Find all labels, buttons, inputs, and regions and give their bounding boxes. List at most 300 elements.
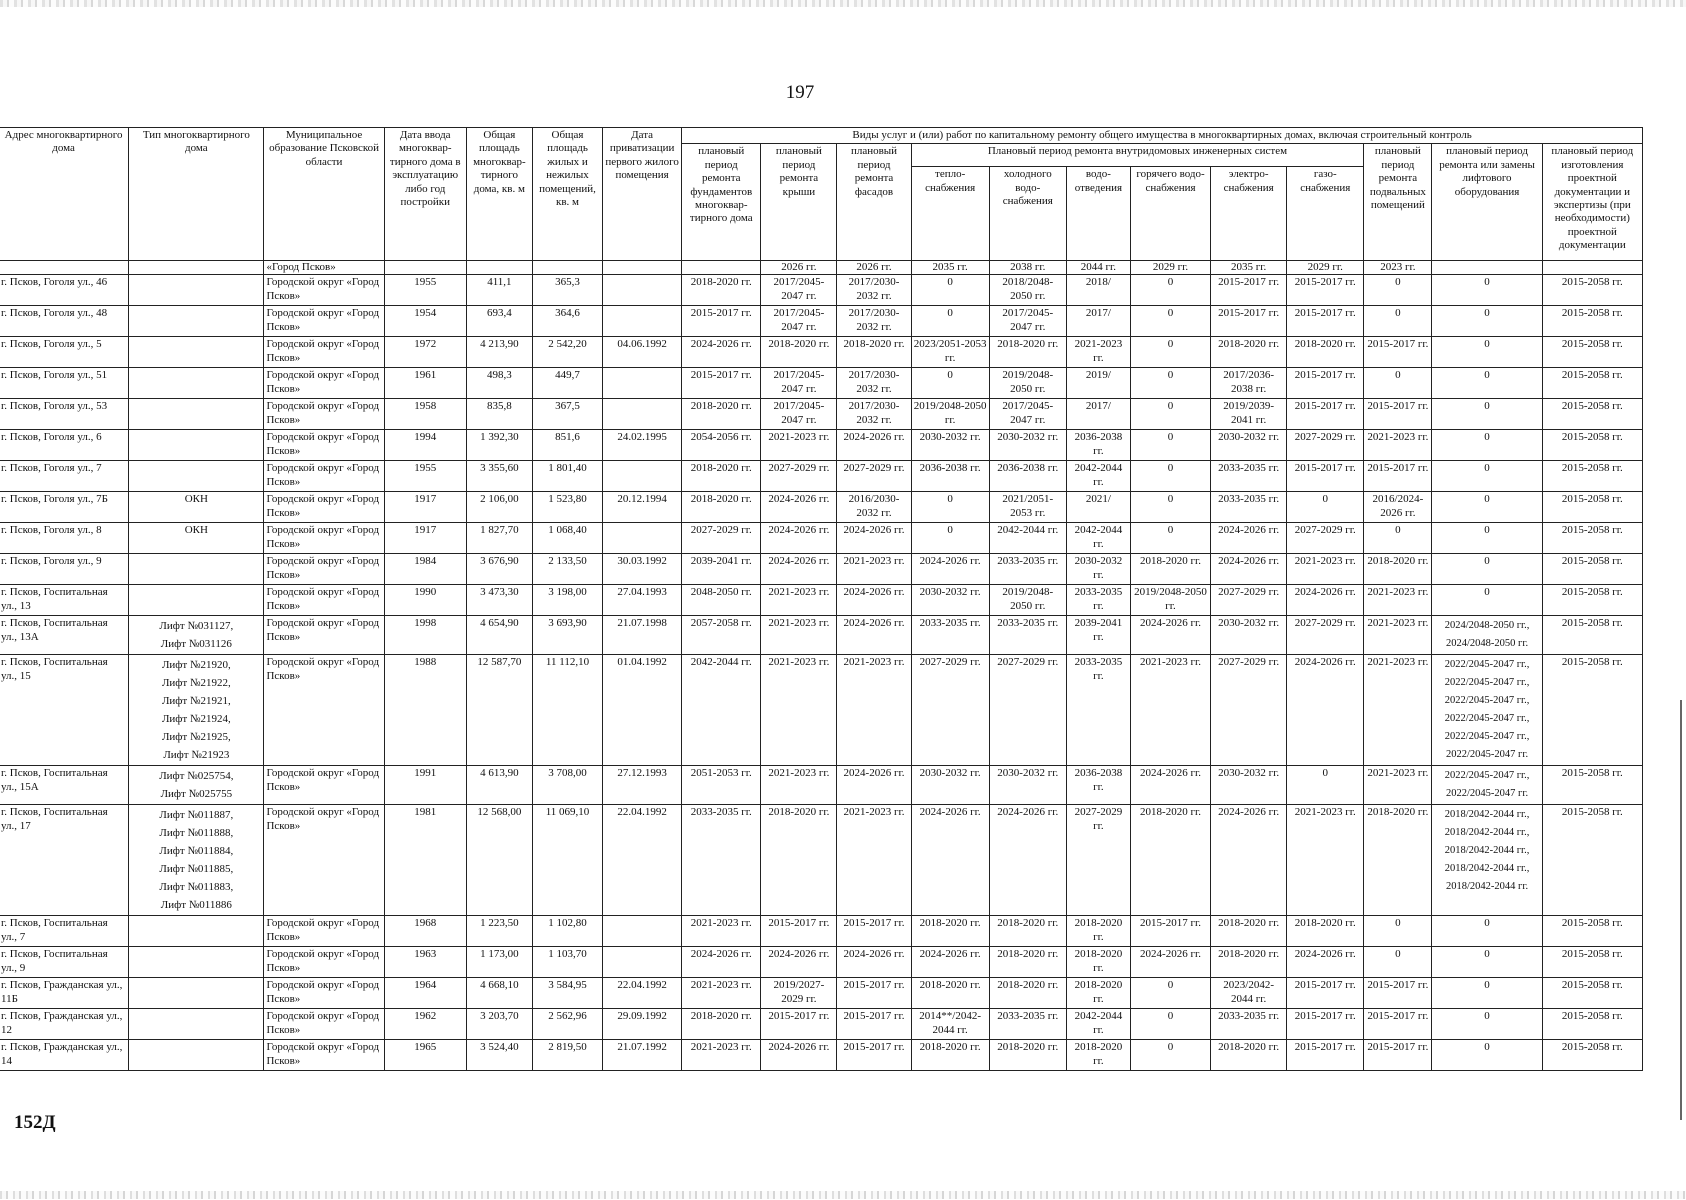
- address-cell: г. Псков, Госпитальная ул., 9: [0, 947, 129, 978]
- table-cell: 0: [911, 368, 989, 399]
- table-cell: 2030-2032 гг.: [1211, 616, 1287, 655]
- table-cell: [129, 368, 264, 399]
- table-cell: 3 473,30: [466, 585, 532, 616]
- table-cell: [129, 978, 264, 1009]
- table-cell: 2023/2051-2053 гг.: [911, 337, 989, 368]
- table-cell: 1961: [384, 368, 466, 399]
- table-cell: 2018-2020 гг.: [1364, 554, 1432, 585]
- municipality-cell: Городской округ «Город Псков»: [264, 1040, 384, 1071]
- table-cell: 0: [1130, 1009, 1210, 1040]
- table-cell: 2042-2044 гг.: [1066, 461, 1130, 492]
- table-cell: 2027-2029 гг.: [761, 461, 837, 492]
- address-cell: г. Псков, Гоголя ул., 9: [0, 554, 129, 585]
- table-cell: 2026 гг.: [837, 261, 911, 275]
- table-cell: 2024-2026 гг.: [761, 947, 837, 978]
- table-cell: 2015-2017 гг.: [1287, 275, 1364, 306]
- address-cell: г. Псков, Гражданская ул., 12: [0, 1009, 129, 1040]
- table-cell: 2015-2058 гг.: [1542, 585, 1642, 616]
- municipality-cell: Городской округ «Город Псков»: [264, 306, 384, 337]
- elevator-id: Лифт №031126: [160, 638, 232, 651]
- table-row: [0, 616, 1643, 655]
- table-cell: 2018-2020 гг.: [1066, 947, 1130, 978]
- table-cell: 0: [1130, 399, 1210, 430]
- table-cell: 2018-2020 гг.: [682, 275, 761, 306]
- table-row: [0, 947, 1643, 978]
- table-cell: 1917: [384, 523, 466, 554]
- table-cell: 2018-2020 гг.: [911, 978, 989, 1009]
- table-body: [0, 261, 1643, 1071]
- table-cell: 11 069,10: [532, 805, 602, 916]
- scan-edge-line: [1680, 700, 1682, 1120]
- table-cell: [129, 261, 264, 275]
- table-cell: 2026 гг.: [761, 261, 837, 275]
- table-cell: 2030-2032 гг.: [1211, 766, 1287, 805]
- table-cell: 2030-2032 гг.: [989, 766, 1066, 805]
- table-cell: 0: [1432, 430, 1542, 461]
- table-cell: 2018-2020 гг.: [989, 978, 1066, 1009]
- table-cell: 2015-2017 гг.: [1364, 1040, 1432, 1071]
- table-cell: 0: [1130, 1040, 1210, 1071]
- table-cell: 2015-2058 гг.: [1542, 306, 1642, 337]
- table-cell: 2033-2035 гг.: [989, 616, 1066, 655]
- table-cell: 0: [911, 306, 989, 337]
- table-cell: 2038 гг.: [989, 261, 1066, 275]
- table-cell: 2017/2030-2032 гг.: [837, 306, 911, 337]
- table-cell: 2021-2023 гг.: [1364, 430, 1432, 461]
- elevator-id: Лифт №011888,: [159, 827, 234, 840]
- table-cell: [0, 261, 129, 275]
- table-cell: [1432, 261, 1542, 275]
- table-cell: 2015-2058 гг.: [1542, 461, 1642, 492]
- table-cell: 2023/2042-2044 гг.: [1211, 978, 1287, 1009]
- table-cell: 2021-2023 гг.: [837, 805, 911, 916]
- table-cell: 2021-2023 гг.: [1287, 805, 1364, 916]
- table-cell: 1998: [384, 616, 466, 655]
- table-cell: 2014**/2042-2044 гг.: [911, 1009, 989, 1040]
- table-cell: 0: [1432, 337, 1542, 368]
- table-cell: 2030-2032 гг.: [1211, 430, 1287, 461]
- table-cell: 2024-2026 гг.: [1211, 523, 1287, 554]
- address-cell: г. Псков, Госпитальная ул., 17: [0, 805, 129, 916]
- table-row: [0, 554, 1643, 585]
- header-roof: плановый период ремонта крыши: [761, 144, 837, 261]
- table-cell: 2018-2020 гг.: [1287, 916, 1364, 947]
- elevator-id: Лифт №21922,: [161, 677, 231, 690]
- table-row: [0, 492, 1643, 523]
- table-cell: 0: [1364, 947, 1432, 978]
- table-cell: 2024-2026 гг.: [1130, 616, 1210, 655]
- table-cell: 3 355,60: [466, 461, 532, 492]
- table-cell: 2021/2051-2053 гг.: [989, 492, 1066, 523]
- table-cell: 4 613,90: [466, 766, 532, 805]
- elevator-repair-period: 2022/2045-2047 гг.,: [1444, 770, 1530, 782]
- table-cell: 2054-2056 гг.: [682, 430, 761, 461]
- table-cell: 2015-2017 гг.: [761, 916, 837, 947]
- table-cell: 1972: [384, 337, 466, 368]
- table-cell: [603, 947, 682, 978]
- table-cell: 0: [1432, 399, 1542, 430]
- table-cell: 0: [1364, 306, 1432, 337]
- table-cell: 2030-2032 гг.: [911, 585, 989, 616]
- table-cell: 2015-2017 гг.: [1287, 306, 1364, 337]
- municipality-cell: Городской округ «Город Псков»: [264, 655, 384, 766]
- table-cell: 2024-2026 гг.: [1287, 947, 1364, 978]
- table-cell: 2039-2041 гг.: [1066, 616, 1130, 655]
- table-cell: 2021-2023 гг.: [761, 655, 837, 766]
- table-cell: ОКН: [129, 492, 264, 523]
- table-cell: 0: [1287, 766, 1364, 805]
- table-cell: 2033-2035 гг.: [1211, 461, 1287, 492]
- table-cell: 0: [1130, 523, 1210, 554]
- address-cell: г. Псков, Госпитальная ул., 7: [0, 916, 129, 947]
- table-cell: 2042-2044 гг.: [682, 655, 761, 766]
- table-cell: 2015-2017 гг.: [1287, 1040, 1364, 1071]
- table-cell: 2035 гг.: [911, 261, 989, 275]
- table-cell: 2036-2038 гг.: [989, 461, 1066, 492]
- table-cell: 3 708,00: [532, 766, 602, 805]
- table-cell: 835,8: [466, 399, 532, 430]
- table-cell: 2024-2026 гг.: [911, 554, 989, 585]
- table-cell: 0: [1432, 306, 1542, 337]
- municipality-cell: Городской округ «Город Псков»: [264, 616, 384, 655]
- table-cell: 0: [911, 492, 989, 523]
- table-cell: 01.04.1992: [603, 655, 682, 766]
- table-cell: 12 568,00: [466, 805, 532, 916]
- table-cell: 2015-2058 гг.: [1542, 554, 1642, 585]
- elevator-id: Лифт №011884,: [159, 845, 234, 858]
- table-row: [0, 306, 1643, 337]
- table-cell: 2015-2058 гг.: [1542, 399, 1642, 430]
- table-cell: 21.07.1992: [603, 1040, 682, 1071]
- table-cell: [682, 261, 761, 275]
- header-type: Тип многоквартирного дома: [129, 128, 264, 261]
- table-cell: 2015-2058 гг.: [1542, 430, 1642, 461]
- table-cell: 2017/2045-2047 гг.: [989, 399, 1066, 430]
- municipality-cell: Городской округ «Город Псков»: [264, 947, 384, 978]
- table-cell: [129, 306, 264, 337]
- municipality-cell: Городской округ «Город Псков»: [264, 916, 384, 947]
- table-cell: 2015-2058 гг.: [1542, 1040, 1642, 1071]
- table-cell: 2030-2032 гг.: [1066, 554, 1130, 585]
- table-cell: 2019/2048-2050 гг.: [989, 585, 1066, 616]
- table-cell: 2016/2024-2026 гг.: [1364, 492, 1432, 523]
- table-row: [0, 1009, 1643, 1040]
- table-cell: 2027-2029 гг.: [1211, 655, 1287, 766]
- table-cell: 365,3: [532, 275, 602, 306]
- table-cell: 2015-2058 гг.: [1542, 978, 1642, 1009]
- scan-noise-bottom: [0, 1191, 1686, 1199]
- table-cell: 0: [1130, 368, 1210, 399]
- elevator-repair-period: 2024/2048-2050 гг.: [1446, 638, 1529, 650]
- table-cell: 2015-2017 гг.: [1287, 368, 1364, 399]
- address-cell: г. Псков, Гражданская ул., 11Б: [0, 978, 129, 1009]
- table-cell: 2 819,50: [532, 1040, 602, 1071]
- table-cell: 2027-2029 гг.: [1211, 585, 1287, 616]
- table-cell: 2036-2038 гг.: [1066, 766, 1130, 805]
- table-cell: 2021-2023 гг.: [682, 1040, 761, 1071]
- address-cell: г. Псков, Гоголя ул., 6: [0, 430, 129, 461]
- table-cell: 2018-2020 гг.: [1211, 337, 1287, 368]
- table-cell: 27.04.1993: [603, 585, 682, 616]
- table-cell: 0: [1432, 1040, 1542, 1071]
- address-cell: г. Псков, Гоголя ул., 51: [0, 368, 129, 399]
- table-cell: 2018-2020 гг.: [1066, 916, 1130, 947]
- table-cell: 2017/2045-2047 гг.: [761, 368, 837, 399]
- table-cell: 1981: [384, 805, 466, 916]
- elevator-id: Лифт №025754,: [159, 770, 234, 783]
- table-cell: 2015-2058 гг.: [1542, 368, 1642, 399]
- table-cell: 2019/2048-2050 гг.: [989, 368, 1066, 399]
- table-cell: 1 523,80: [532, 492, 602, 523]
- elevator-id: Лифт №21921,: [161, 695, 231, 708]
- table-cell: 2 562,96: [532, 1009, 602, 1040]
- table-cell: 2021-2023 гг.: [761, 616, 837, 655]
- table-cell: [466, 261, 532, 275]
- table-cell: [129, 585, 264, 616]
- table-cell: 2018-2020 гг.: [682, 399, 761, 430]
- address-cell: г. Псков, Гоголя ул., 5: [0, 337, 129, 368]
- table-cell: 2042-2044 гг.: [1066, 523, 1130, 554]
- municipality-cell: Городской округ «Город Псков»: [264, 492, 384, 523]
- elevator-repair-periods: [1432, 655, 1542, 766]
- table-cell: 04.06.1992: [603, 337, 682, 368]
- table-cell: 2024-2026 гг.: [682, 337, 761, 368]
- table-cell: [129, 1040, 264, 1071]
- table-cell: 2017/2045-2047 гг.: [761, 306, 837, 337]
- table-cell: 3 676,90: [466, 554, 532, 585]
- table-cell: 2017/2030-2032 гг.: [837, 368, 911, 399]
- table-cell: 2024-2026 гг.: [911, 805, 989, 916]
- table-cell: 0: [1130, 492, 1210, 523]
- table-cell: 2024-2026 гг.: [1211, 554, 1287, 585]
- header-total-area: Общая площадь многоквар-тирного дома, кв. м: [466, 128, 532, 261]
- table-cell: 2018-2020 гг.: [911, 1040, 989, 1071]
- elevator-repair-period: 2022/2045-2047 гг.,: [1444, 713, 1530, 725]
- table-cell: [603, 523, 682, 554]
- table-cell: 2015-2017 гг.: [682, 368, 761, 399]
- table-row: [0, 655, 1643, 766]
- table-cell: 0: [1432, 947, 1542, 978]
- table-row: [0, 805, 1643, 916]
- header-commission-date: Дата ввода многоквар-тирного дома в эксплуатацию либо год постройки: [384, 128, 466, 261]
- municipality-cell: Городской округ «Город Псков»: [264, 337, 384, 368]
- table-cell: 1963: [384, 947, 466, 978]
- table-cell: [129, 337, 264, 368]
- table-row: [0, 430, 1643, 461]
- table-cell: 2021-2023 гг.: [682, 978, 761, 1009]
- table-cell: 2029 гг.: [1130, 261, 1210, 275]
- table-cell: 2042-2044 гг.: [989, 523, 1066, 554]
- table-cell: 2015-2017 гг.: [1364, 1009, 1432, 1040]
- table-cell: 2024-2026 гг.: [1287, 585, 1364, 616]
- table-cell: [1542, 261, 1642, 275]
- table-cell: [129, 916, 264, 947]
- table-row: [0, 461, 1643, 492]
- table-cell: 1 173,00: [466, 947, 532, 978]
- table-cell: 2027-2029 гг.: [1287, 616, 1364, 655]
- table-cell: 1 103,70: [532, 947, 602, 978]
- table-cell: 2024-2026 гг.: [682, 947, 761, 978]
- table-cell: 0: [911, 275, 989, 306]
- table-cell: 2021-2023 гг.: [761, 766, 837, 805]
- table-cell: 2033-2035 гг.: [989, 1009, 1066, 1040]
- table-cell: 2017/2045-2047 гг.: [761, 275, 837, 306]
- table-cell: 2015-2058 гг.: [1542, 1009, 1642, 1040]
- table-cell: 0: [1432, 554, 1542, 585]
- elevator-id: Лифт №21924,: [161, 713, 231, 726]
- table-cell: 2021-2023 гг.: [837, 655, 911, 766]
- table-cell: 2021-2023 гг.: [1287, 554, 1364, 585]
- table-cell: 0: [1432, 523, 1542, 554]
- table-cell: 0: [1432, 978, 1542, 1009]
- municipality-cell: Городской округ «Город Псков»: [264, 461, 384, 492]
- table-cell: 2017/2030-2032 гг.: [837, 275, 911, 306]
- elevator-repair-period: 2024/2048-2050 гг.,: [1444, 620, 1530, 632]
- table-cell: 2021/: [1066, 492, 1130, 523]
- table-cell: 2015-2017 гг.: [1287, 1009, 1364, 1040]
- elevator-repair-period: 2022/2045-2047 гг.: [1446, 749, 1529, 761]
- table-cell: 1964: [384, 978, 466, 1009]
- elevator-repair-period: 2022/2045-2047 гг.,: [1444, 695, 1530, 707]
- table-cell: 498,3: [466, 368, 532, 399]
- table-cell: 2015-2058 гг.: [1542, 916, 1642, 947]
- table-cell: 2015-2017 гг.: [761, 1009, 837, 1040]
- header-elevator: плановый период ремонта или замены лифтового оборудования: [1432, 144, 1542, 261]
- table-cell: 2015-2058 гг.: [1542, 492, 1642, 523]
- table-cell: 2019/: [1066, 368, 1130, 399]
- table-cell: 1954: [384, 306, 466, 337]
- table-cell: 2015-2017 гг.: [837, 916, 911, 947]
- table-cell: 0: [1364, 523, 1432, 554]
- table-cell: 2021-2023 гг.: [837, 554, 911, 585]
- table-cell: 2048-2050 гг.: [682, 585, 761, 616]
- table-cell: 364,6: [532, 306, 602, 337]
- capital-repair-table: [0, 127, 1643, 1071]
- municipality-cell: Городской округ «Город Псков»: [264, 805, 384, 916]
- table-cell: 2019/2027-2029 гг.: [761, 978, 837, 1009]
- table-cell: 0: [1432, 916, 1542, 947]
- table-cell: 2018-2020 гг.: [989, 947, 1066, 978]
- table-cell: 2017/: [1066, 399, 1130, 430]
- table-cell: «Город Псков»: [264, 261, 384, 275]
- table-cell: 2044 гг.: [1066, 261, 1130, 275]
- table-cell: 2027-2029 гг.: [1287, 430, 1364, 461]
- table-cell: 2018-2020 гг.: [1130, 554, 1210, 585]
- table-cell: 2015-2017 гг.: [1287, 399, 1364, 430]
- municipality-cell: Городской округ «Город Псков»: [264, 554, 384, 585]
- table-cell: 2024-2026 гг.: [837, 766, 911, 805]
- table-cell: 2036-2038 гг.: [911, 461, 989, 492]
- table-cell: 2018-2020 гг.: [682, 1009, 761, 1040]
- table-cell: 2024-2026 гг.: [837, 947, 911, 978]
- header-design-docs: плановый период изготовления проектной документации и экспертизы (при необходимости) проектной документации: [1542, 144, 1642, 261]
- table-cell: 2024-2026 гг.: [1211, 805, 1287, 916]
- header-cold-water: холодного водо-снабжения: [989, 167, 1066, 261]
- table-cell: [603, 461, 682, 492]
- table-row: [0, 523, 1643, 554]
- table-cell: 693,4: [466, 306, 532, 337]
- municipality-cell: Городской округ «Город Псков»: [264, 368, 384, 399]
- table-cell: 2042-2044 гг.: [1066, 1009, 1130, 1040]
- address-cell: г. Псков, Гоголя ул., 53: [0, 399, 129, 430]
- table-cell: 24.02.1995: [603, 430, 682, 461]
- elevator-id: Лифт №21925,: [161, 731, 231, 744]
- header-heat: тепло-снабжения: [911, 167, 989, 261]
- table-cell: 2017/2045-2047 гг.: [989, 306, 1066, 337]
- header-living-area: Общая площадь жилых и нежилых помещений, кв. м: [532, 128, 602, 261]
- table-cell: 0: [1130, 430, 1210, 461]
- header-address: Адрес многоквартирного дома: [0, 128, 129, 261]
- table-cell: 2033-2035 гг.: [911, 616, 989, 655]
- elevator-id: Лифт №011887,: [159, 809, 234, 822]
- elevator-id: Лифт №025755: [160, 788, 233, 801]
- table-cell: 2021-2023 гг.: [761, 585, 837, 616]
- table-cell: 2029 гг.: [1287, 261, 1364, 275]
- table-row: [0, 337, 1643, 368]
- header-works-group: Виды услуг и (или) работ по капитальному ремонту общего имущества в многоквартирных домах, включая строительный контроль: [682, 128, 1643, 144]
- table-cell: 2015-2058 гг.: [1542, 616, 1642, 655]
- table-cell: 0: [1130, 337, 1210, 368]
- table-cell: 2015-2017 гг.: [1364, 337, 1432, 368]
- table-cell: 2015-2017 гг.: [1364, 399, 1432, 430]
- table-cell: [384, 261, 466, 275]
- table-cell: 2018-2020 гг.: [1287, 337, 1364, 368]
- table-cell: 2018-2020 гг.: [1066, 1040, 1130, 1071]
- header-privatization-date: Дата приватизации первого жилого помещения: [603, 128, 682, 261]
- table-cell: 2024-2026 гг.: [837, 430, 911, 461]
- table-cell: 411,1: [466, 275, 532, 306]
- elevator-repair-periods: [1432, 766, 1542, 805]
- elevator-id: Лифт №031127,: [159, 620, 234, 633]
- scan-noise-top: [0, 0, 1686, 7]
- table-cell: [129, 947, 264, 978]
- table-cell: 2024-2026 гг.: [761, 1040, 837, 1071]
- table-cell: 0: [1364, 275, 1432, 306]
- header-municipality: Муниципальное образование Псковской области: [264, 128, 384, 261]
- table-cell: 1994: [384, 430, 466, 461]
- table-cell: 2030-2032 гг.: [989, 430, 1066, 461]
- table-cell: 2 106,00: [466, 492, 532, 523]
- table-cell: 0: [1432, 1009, 1542, 1040]
- table-cell: 0: [1432, 368, 1542, 399]
- table-cell: 2024-2026 гг.: [1130, 766, 1210, 805]
- table-cell: 4 654,90: [466, 616, 532, 655]
- table-cell: 3 203,70: [466, 1009, 532, 1040]
- table-cell: 20.12.1994: [603, 492, 682, 523]
- municipality-cell: Городской округ «Город Псков»: [264, 766, 384, 805]
- table-cell: 2017/2036-2038 гг.: [1211, 368, 1287, 399]
- table-cell: 2018/: [1066, 275, 1130, 306]
- table-cell: [603, 368, 682, 399]
- table-cell: 1990: [384, 585, 466, 616]
- municipality-cell: Городской округ «Город Псков»: [264, 978, 384, 1009]
- table-row: [0, 368, 1643, 399]
- table-cell: 2033-2035 гг.: [682, 805, 761, 916]
- address-cell: г. Псков, Гоголя ул., 7Б: [0, 492, 129, 523]
- page-number: 197: [785, 82, 815, 103]
- table-cell: 3 198,00: [532, 585, 602, 616]
- table-cell: 0: [1432, 585, 1542, 616]
- address-cell: г. Псков, Гражданская ул., 14: [0, 1040, 129, 1071]
- table-cell: 2019/2048-2050 гг.: [911, 399, 989, 430]
- table-row: [0, 916, 1643, 947]
- elevator-list: [129, 805, 264, 916]
- elevator-list: [129, 655, 264, 766]
- header-basement: плановый период ремонта подвальных помещений: [1364, 144, 1432, 261]
- table-row: [0, 766, 1643, 805]
- table-cell: 2024-2026 гг.: [837, 585, 911, 616]
- table-cell: 2015-2017 гг.: [837, 1040, 911, 1071]
